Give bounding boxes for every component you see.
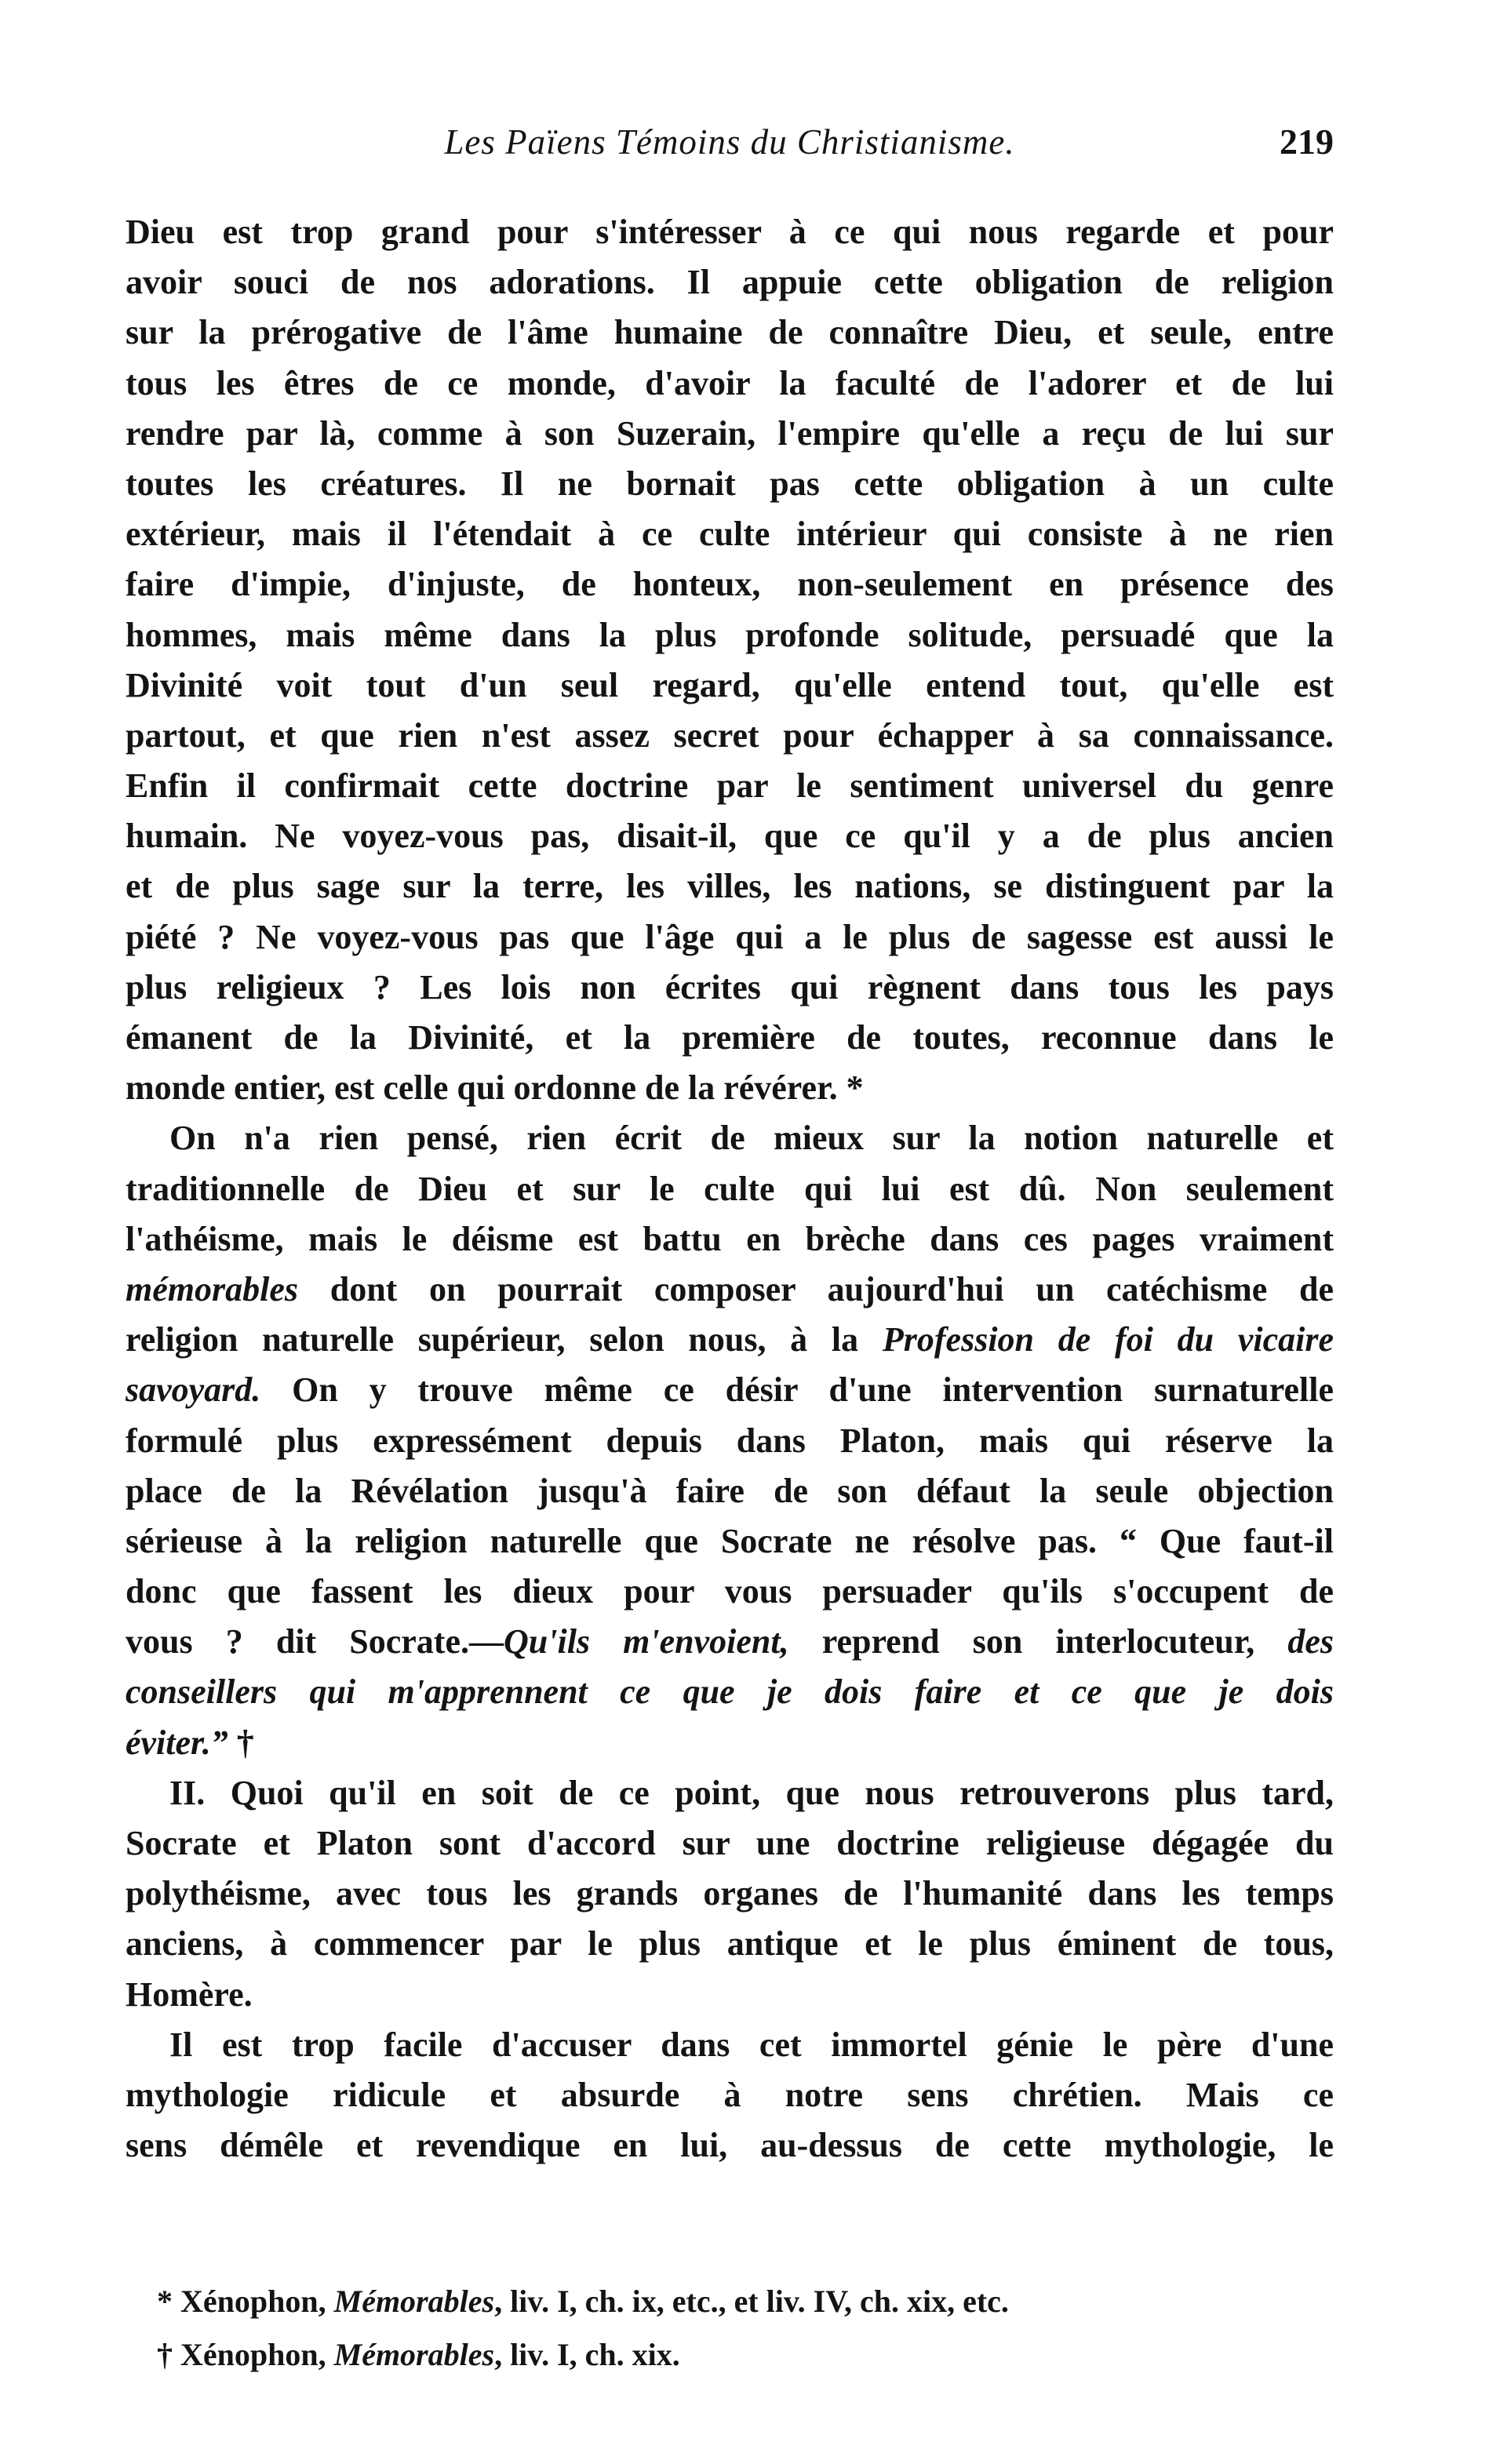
text-line: humain. Ne voyez-vous pas, disait-il, que ce qu'il y a de plus ancien (126, 817, 1334, 856)
text-line: rendre par là, comme à son Suzerain, l'empire qu'elle a reçu de lui sur (126, 413, 1334, 453)
text-line: formulé plus expressément depuis dans Platon, mais qui réserve la (126, 1421, 1334, 1460)
text-line: sérieuse à la religion naturelle que Socrate ne résolve pas. “ Que faut-il (126, 1521, 1334, 1560)
text-line: traditionnelle de Dieu et sur le culte qui lui est dû. Non seulement (126, 1169, 1334, 1208)
text-line: l'athéisme, mais le déisme est battu en brèche dans ces pages vraiment (126, 1219, 1334, 1258)
text-line: plus religieux ? Les lois non écrites qui règnent dans tous les pays (126, 967, 1334, 1006)
footnote: † Xénophon, Mémorables, liv. I, ch. xix. (157, 2337, 680, 2372)
text-line: avoir souci de nos adorations. Il appuie cette obligation de religion (126, 263, 1334, 302)
text-line: toutes les créatures. Il ne bornait pas cette obligation à un culte (126, 464, 1334, 503)
text-line: mythologie ridicule et absurde à notre sens chrétien. Mais ce (126, 2075, 1334, 2114)
text-line: On n'a rien pensé, rien écrit de mieux sur la notion naturelle et (169, 1119, 1334, 1158)
text-line: Divinité voit tout d'un seul regard, qu'elle entend tout, qu'elle est (126, 665, 1334, 704)
text-line: savoyard. On y trouve même ce désir d'une intervention surnaturelle (126, 1370, 1334, 1410)
text-line: place de la Révélation jusqu'à faire de son défaut la seule objection (126, 1471, 1334, 1510)
text-line: donc que fassent les dieux pour vous persuader qu'ils s'occupent de (126, 1572, 1334, 1611)
text-line: partout, et que rien n'est assez secret pour échapper à sa connaissance. (126, 715, 1334, 755)
text-line: Homère. (126, 1974, 253, 2014)
text-line: sur la prérogative de l'âme humaine de connaître Dieu, et seule, entre (126, 313, 1334, 352)
text-line: hommes, mais même dans la plus profonde solitude, persuadé que la (126, 615, 1334, 654)
text-line: Il est trop facile d'accuser dans cet immortel génie le père d'une (169, 2025, 1334, 2064)
text-line: mémorables dont on pourrait composer aujourd'hui un catéchisme de (126, 1269, 1334, 1308)
text-line: piété ? Ne voyez-vous pas que l'âge qui a le plus de sagesse est aussi le (126, 917, 1334, 956)
text-line: sens démêle et revendique en lui, au-dessus de cette mythologie, le (126, 2126, 1334, 2165)
text-line: et de plus sage sur la terre, les villes, les nations, se distinguent par la (126, 867, 1334, 906)
running-title: Les Païens Témoins du Christianisme. (444, 122, 1015, 162)
text-line: émanent de la Divinité, et la première de toutes, reconnue dans le (126, 1018, 1334, 1057)
text-line: monde entier, est celle qui ordonne de la révérer. * (126, 1068, 864, 1108)
text-line: Enfin il confirmait cette doctrine par le sentiment universel du genre (126, 766, 1334, 806)
text-line: anciens, à commencer par le plus antique et le plus éminent de tous, (126, 1924, 1334, 1964)
text-line: religion naturelle supérieur, selon nous, à la Profession de foi du vicaire (126, 1320, 1334, 1359)
text-line: éviter.” † (126, 1723, 254, 1762)
text-line: Socrate et Platon sont d'accord sur une doctrine religieuse dégagée du (126, 1824, 1334, 1862)
text-line: extérieur, mais il l'étendait à ce culte intérieur qui consiste à ne rien (126, 515, 1334, 554)
running-head (126, 115, 1334, 169)
footnotes (157, 2275, 1334, 2382)
text-line: tous les êtres de ce monde, d'avoir la faculté de l'adorer et de lui (126, 363, 1334, 402)
text-line: conseillers qui m'apprennent ce que je dois faire et ce que je dois (126, 1672, 1334, 1712)
text-line: polythéisme, avec tous les grands organes de l'humanité dans les temps (126, 1874, 1334, 1913)
main-text (126, 207, 1334, 2171)
footnote: * Xénophon, Mémorables, liv. I, ch. ix, etc., et liv. IV, ch. xix, etc. (157, 2284, 1009, 2319)
text-line: faire d'impie, d'injuste, de honteux, non-seulement en présence des (126, 565, 1334, 604)
page-number: 219 (1280, 122, 1334, 162)
text-line: II. Quoi qu'il en soit de ce point, que nous retrouverons plus tard, (169, 1773, 1334, 1812)
text-line: Dieu est trop grand pour s'intéresser à ce qui nous regarde et pour (126, 213, 1334, 251)
text-line: vous ? dit Socrate.—Qu'ils m'envoient, reprend son interlocuteur, des (126, 1622, 1334, 1661)
